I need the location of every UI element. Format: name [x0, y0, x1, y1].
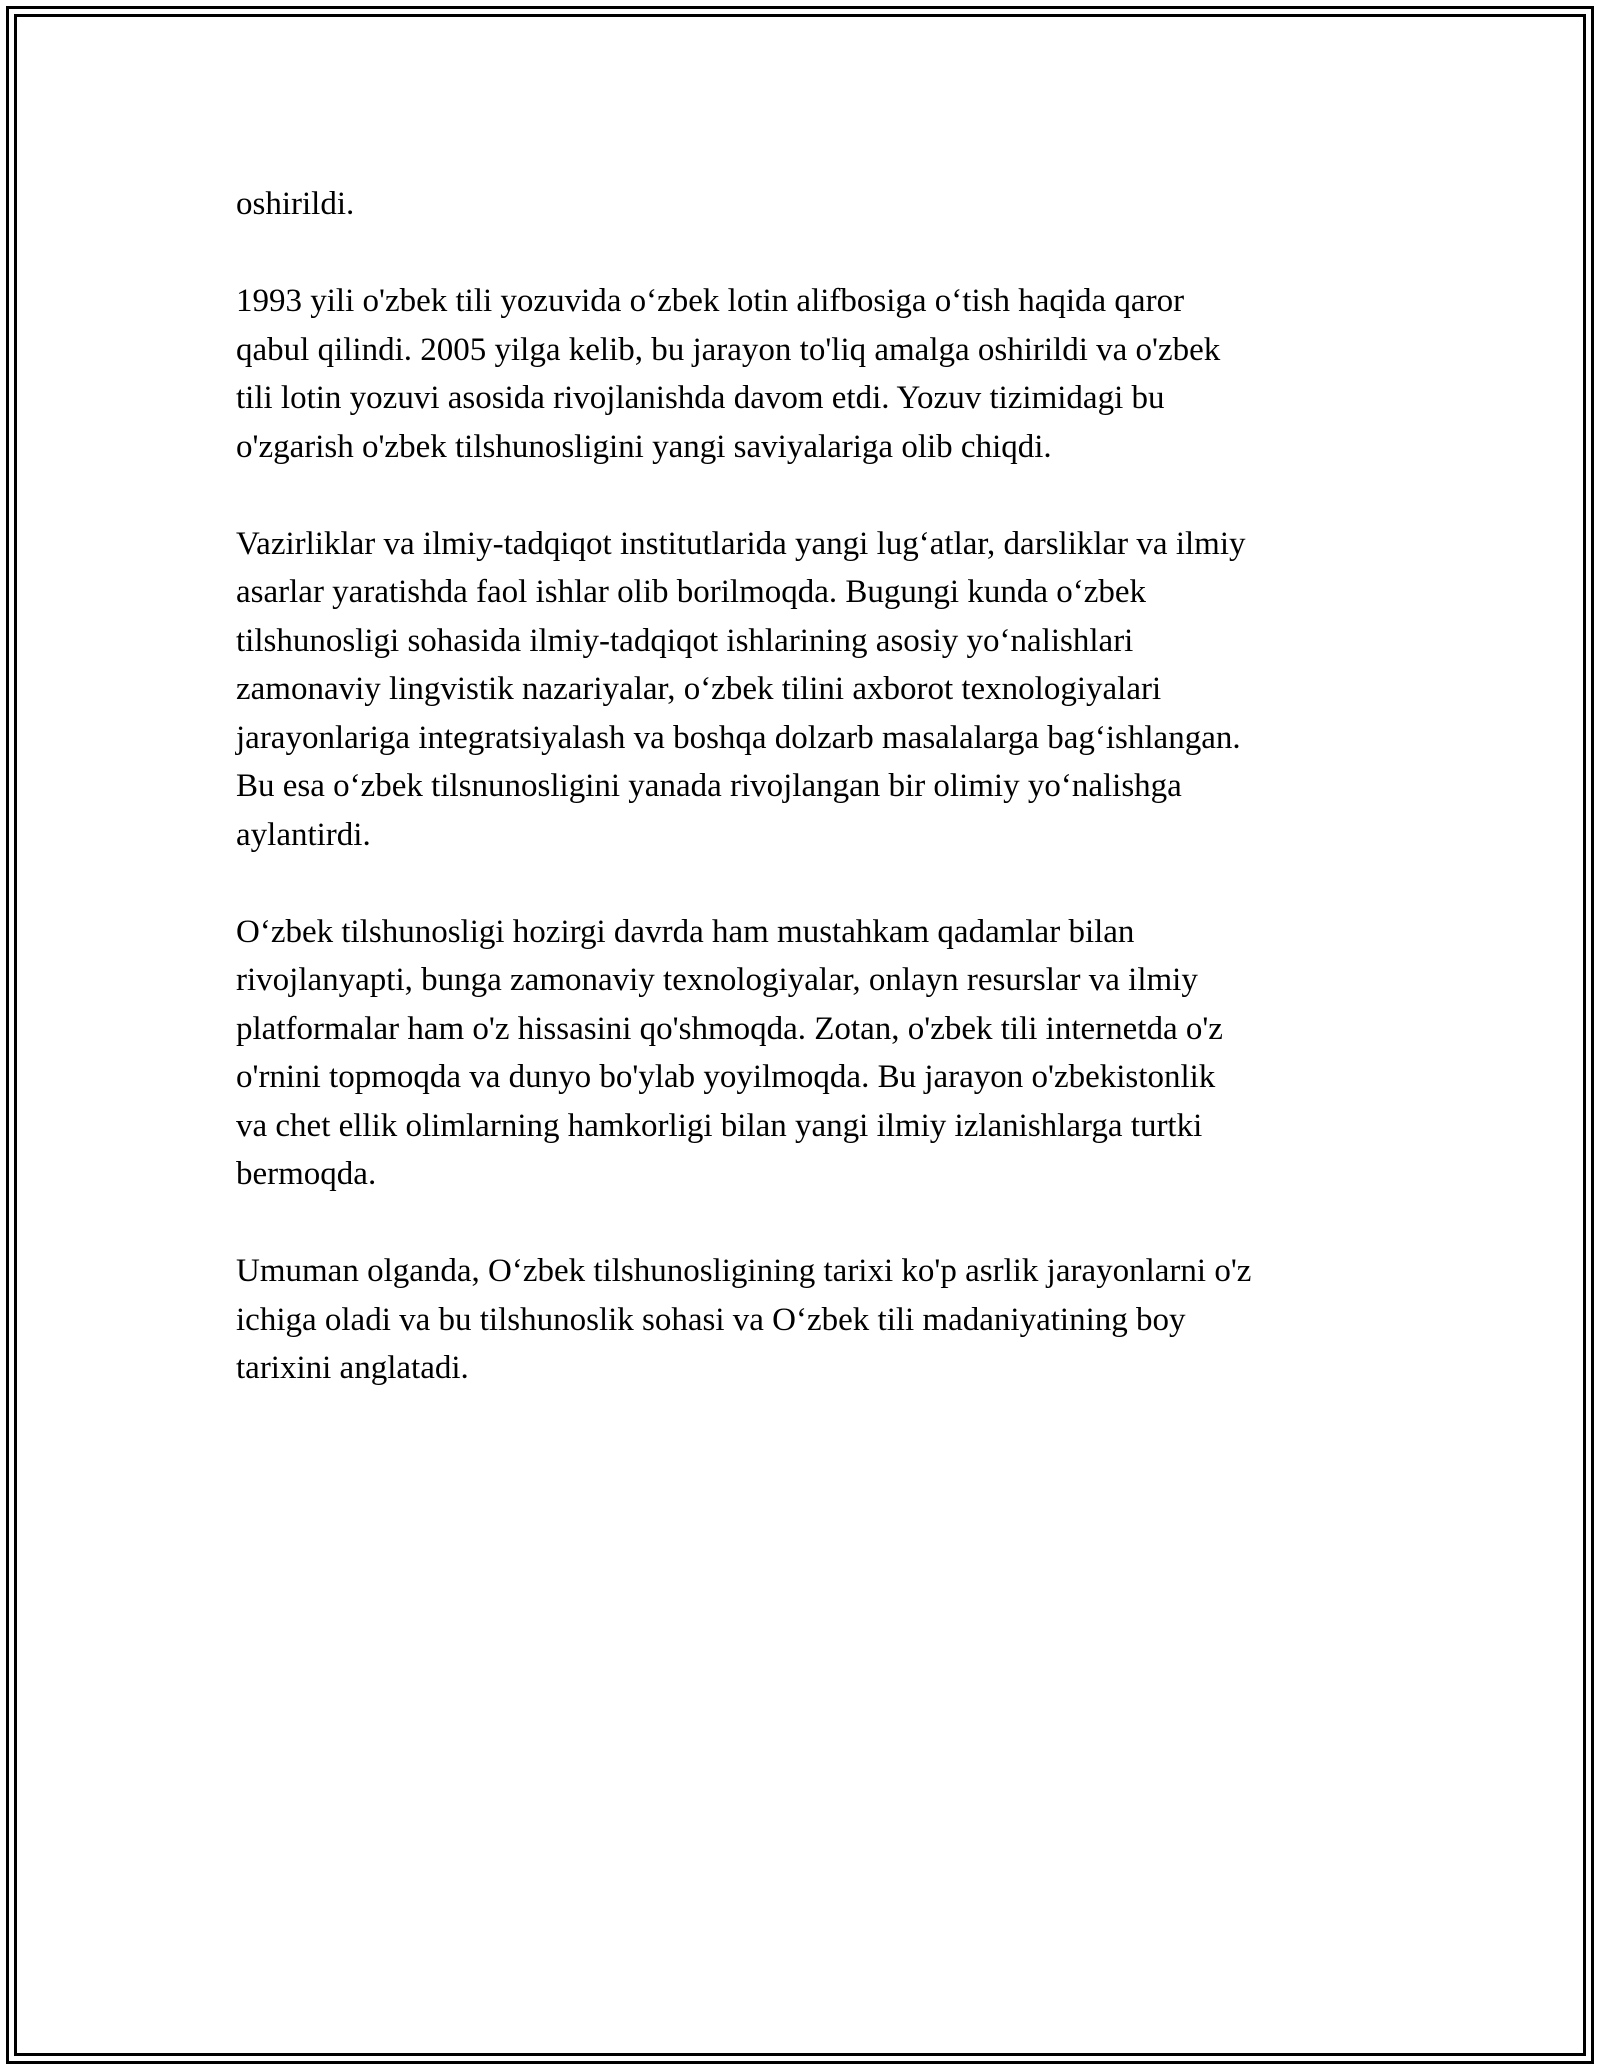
text-line: tili lotin yozuvi asosida rivojlanishda davom etdi. Yozuv tizimidagi bu: [236, 380, 1165, 416]
text-line: bermoqda.: [236, 1156, 377, 1192]
text-line: zamonaviy lingvistik nazariyalar, o‘zbek tilini axborot texnologiyalari: [236, 671, 1162, 707]
paragraph-3: [236, 520, 1386, 860]
text-line: Bu esa o‘zbek tilsnunosligini yanada rivojlangan bir olimiy yo‘nalishga: [236, 768, 1182, 804]
text-line: o'rnini topmoqda va dunyo bo'ylab yoyilmoqda. Bu jarayon o'zbekistonlik: [236, 1059, 1216, 1095]
text-line: o'zgarish o'zbek tilshunosligini yangi saviyalariga olib chiqdi.: [236, 428, 1052, 465]
text-line: ichiga oladi va bu tilshunoslik sohasi va O‘zbek tili madaniyatining boy: [236, 1301, 1186, 1338]
text-line: aylantirdi.: [236, 816, 371, 853]
text-line: qabul qilindi. 2005 yilga kelib, bu jarayon to'liq amalga oshirildi va o'zbek: [236, 331, 1221, 368]
text-line: jarayonlariga integratsiyalash va boshqa dolzarb masalalarga bag‘ishlangan.: [236, 719, 1241, 756]
paragraph-4: [236, 908, 1386, 1199]
paragraph-1: [236, 180, 1386, 229]
text-line: O‘zbek tilshunosligi hozirgi davrda ham mustahkam qadamlar bilan: [236, 913, 1135, 950]
text-line: Vazirliklar va ilmiy-tadqiqot institutlarida yangi lug‘atlar, darsliklar va ilmiy: [236, 525, 1246, 562]
paragraph-5: [236, 1247, 1386, 1393]
text-line: tilshunosligi sohasida ilmiy-tadqiqot ishlarining asosiy yo‘nalishlari: [236, 622, 1134, 659]
text-line: rivojlanyapti, bunga zamonaviy texnologiyalar, onlayn resurslar va ilmiy: [236, 962, 1198, 998]
text-line: Umuman olganda, O‘zbek tilshunosligining tarixi ko'p asrlik jarayonlarni o'z: [236, 1253, 1252, 1289]
text-line: asarlar yaratishda faol ishlar olib borilmoqda. Bugungi kunda o‘zbek: [236, 574, 1146, 610]
document-body: [236, 180, 1386, 1441]
paragraph-2: [236, 277, 1386, 471]
text-line: 1993 yili o'zbek tili yozuvida o‘zbek lotin alifbosiga o‘tish haqida qaror: [236, 283, 1185, 319]
text-line: tarixini anglatadi.: [236, 1350, 469, 1386]
text-line: oshirildi.: [236, 186, 355, 222]
text-line: va chet ellik olimlarning hamkorligi bilan yangi ilmiy izlanishlarga turtki: [236, 1107, 1203, 1144]
text-line: platformalar ham o'z hissasini qo'shmoqda. Zotan, o'zbek tili internetda o'z: [236, 1010, 1223, 1047]
